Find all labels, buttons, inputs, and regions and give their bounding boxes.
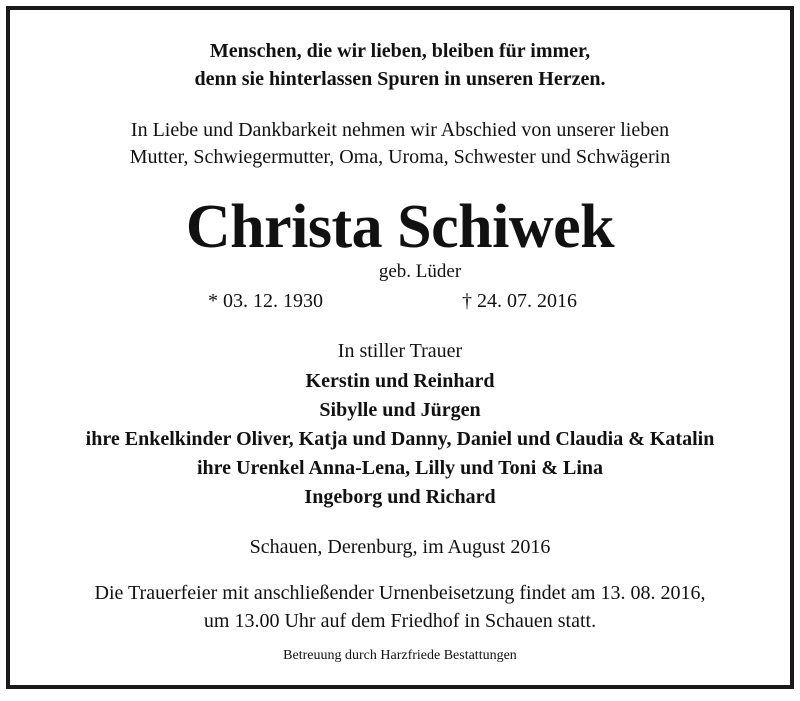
mourner-line: Kerstin und Reinhard xyxy=(305,370,495,392)
motto-line-2: denn sie hinterlassen Spuren in unseren Herzen. xyxy=(194,68,606,90)
service-line-1: Die Trauerfeier mit anschließender Urnenbeisetzung findet am 13. 08. 2016, xyxy=(94,582,706,604)
mourning-heading: In stiller Trauer xyxy=(337,340,463,362)
mourner-line: Sibylle und Jürgen xyxy=(319,399,481,421)
place-date: Schauen, Derenburg, im August 2016 xyxy=(249,536,551,558)
motto-line-1: Menschen, die wir lieben, bleiben für immer, xyxy=(209,40,591,62)
death-date: † 24. 07. 2016 xyxy=(462,290,577,312)
birth-name: geb. Lüder xyxy=(378,261,462,282)
mourner-line: Ingeborg und Richard xyxy=(304,486,496,508)
intro-line-2: Mutter, Schwiegermutter, Oma, Uroma, Schwester und Schwägerin xyxy=(129,146,671,168)
obituary-notice xyxy=(6,6,794,689)
mourner-line: ihre Enkelkinder Oliver, Katja und Danny, Daniel und Claudia & Katalin xyxy=(85,428,715,450)
mourner-line: ihre Urenkel Anna-Lena, Lilly und Toni & Lina xyxy=(196,457,604,479)
intro-line-1: In Liebe und Dankbarkeit nehmen wir Abschied von unserer lieben xyxy=(130,119,670,141)
undertaker-credit: Betreuung durch Harzfriede Bestattungen xyxy=(283,648,517,663)
deceased-name: Christa Schiwek xyxy=(185,193,615,261)
service-line-2: um 13.00 Uhr auf dem Friedhof in Schauen statt. xyxy=(203,610,597,632)
birth-date: * 03. 12. 1930 xyxy=(208,290,323,312)
